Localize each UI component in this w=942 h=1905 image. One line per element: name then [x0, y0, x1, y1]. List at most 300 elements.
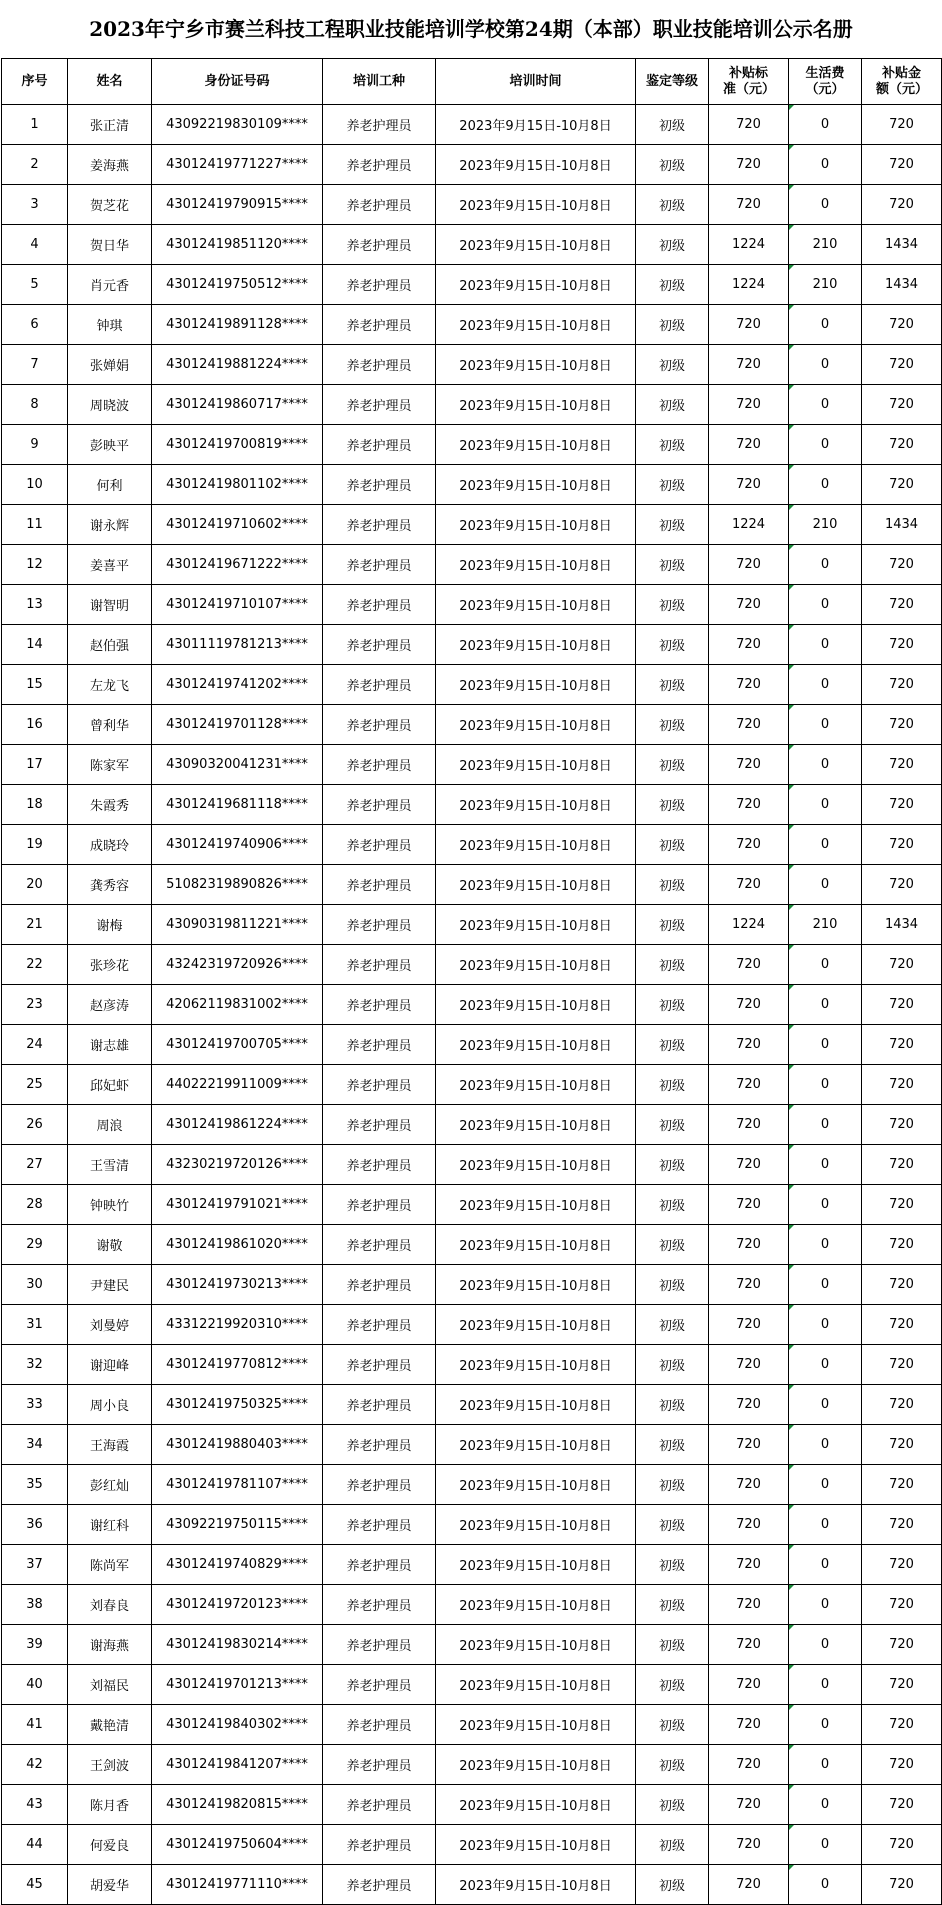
table-row [2, 1585, 942, 1625]
header-level: 鉴定等级 [636, 59, 709, 105]
cell-name: 左龙飞 [68, 665, 152, 705]
header-name: 姓名 [68, 59, 152, 105]
cell-name: 王雪清 [68, 1145, 152, 1185]
cell-trade: 养老护理员 [323, 1385, 436, 1425]
cell-id-number: 43012419741202**** [152, 665, 323, 705]
cell-living-allowance: 0 [789, 1865, 862, 1905]
cell-id-number: 43012419740829**** [152, 1545, 323, 1585]
header-seq: 序号 [2, 59, 68, 105]
cell-trade: 养老护理员 [323, 785, 436, 825]
cell-id-number: 43012419791021**** [152, 1185, 323, 1225]
cell-training-period: 2023年9月15日-10月8日 [436, 1865, 636, 1905]
cell-name: 谢梅 [68, 905, 152, 945]
cell-id-number: 43012419750604**** [152, 1825, 323, 1865]
cell-name: 张正清 [68, 105, 152, 145]
cell-living-allowance: 0 [789, 1785, 862, 1825]
cell-seq: 25 [2, 1065, 68, 1105]
table-row [2, 1345, 942, 1385]
cell-trade: 养老护理员 [323, 745, 436, 785]
cell-name: 彭红灿 [68, 1465, 152, 1505]
cell-subsidy-standard: 720 [709, 985, 789, 1025]
cell-living-allowance: 0 [789, 1705, 862, 1745]
cell-level: 初级 [636, 665, 709, 705]
cell-training-period: 2023年9月15日-10月8日 [436, 1145, 636, 1185]
cell-level: 初级 [636, 505, 709, 545]
cell-name: 何利 [68, 465, 152, 505]
cell-living-allowance: 0 [789, 745, 862, 785]
cell-subsidy-amount: 1434 [862, 225, 942, 265]
cell-name: 张珍花 [68, 945, 152, 985]
cell-id-number: 43090319811221**** [152, 905, 323, 945]
cell-seq: 22 [2, 945, 68, 985]
cell-subsidy-standard: 720 [709, 1385, 789, 1425]
cell-training-period: 2023年9月15日-10月8日 [436, 1345, 636, 1385]
cell-training-period: 2023年9月15日-10月8日 [436, 1305, 636, 1345]
cell-trade: 养老护理员 [323, 505, 436, 545]
cell-seq: 20 [2, 865, 68, 905]
cell-trade: 养老护理员 [323, 225, 436, 265]
table-row [2, 105, 942, 145]
table-row [2, 265, 942, 305]
cell-id-number: 43012419820815**** [152, 1785, 323, 1825]
cell-level: 初级 [636, 1025, 709, 1065]
cell-subsidy-amount: 720 [862, 305, 942, 345]
cell-living-allowance: 0 [789, 1105, 862, 1145]
cell-id-number: 43012419861020**** [152, 1225, 323, 1265]
cell-trade: 养老护理员 [323, 1425, 436, 1465]
cell-trade: 养老护理员 [323, 305, 436, 345]
table-row [2, 1785, 942, 1825]
cell-name: 贺芝花 [68, 185, 152, 225]
cell-living-allowance: 0 [789, 1265, 862, 1305]
cell-name: 彭映平 [68, 425, 152, 465]
cell-living-allowance: 0 [789, 105, 862, 145]
cell-living-allowance: 0 [789, 785, 862, 825]
cell-level: 初级 [636, 185, 709, 225]
cell-name: 陈月香 [68, 1785, 152, 1825]
cell-seq: 14 [2, 625, 68, 665]
cell-subsidy-standard: 720 [709, 1745, 789, 1785]
cell-id-number: 43230219720126**** [152, 1145, 323, 1185]
cell-living-allowance: 0 [789, 865, 862, 905]
cell-trade: 养老护理员 [323, 945, 436, 985]
cell-name: 周晓波 [68, 385, 152, 425]
cell-subsidy-amount: 720 [862, 1265, 942, 1305]
cell-subsidy-standard: 720 [709, 1265, 789, 1305]
cell-id-number: 43012419851120**** [152, 225, 323, 265]
cell-id-number: 43012419771227**** [152, 145, 323, 185]
cell-subsidy-amount: 720 [862, 1305, 942, 1345]
cell-seq: 12 [2, 545, 68, 585]
cell-trade: 养老护理员 [323, 185, 436, 225]
cell-seq: 31 [2, 1305, 68, 1345]
cell-id-number: 44022219911009**** [152, 1065, 323, 1105]
cell-name: 谢红科 [68, 1505, 152, 1545]
cell-trade: 养老护理员 [323, 265, 436, 305]
cell-subsidy-standard: 720 [709, 1705, 789, 1745]
cell-name: 刘春良 [68, 1585, 152, 1625]
table-row [2, 1265, 942, 1305]
cell-name: 钟琪 [68, 305, 152, 345]
cell-training-period: 2023年9月15日-10月8日 [436, 1505, 636, 1545]
cell-training-period: 2023年9月15日-10月8日 [436, 665, 636, 705]
header-living-allowance: 生活费（元） [789, 59, 862, 105]
cell-training-period: 2023年9月15日-10月8日 [436, 1065, 636, 1105]
cell-living-allowance: 0 [789, 945, 862, 985]
cell-subsidy-standard: 720 [709, 865, 789, 905]
cell-level: 初级 [636, 985, 709, 1025]
cell-name: 朱霞秀 [68, 785, 152, 825]
cell-level: 初级 [636, 1505, 709, 1545]
cell-name: 尹建民 [68, 1265, 152, 1305]
cell-id-number: 43012419700705**** [152, 1025, 323, 1065]
cell-subsidy-amount: 720 [862, 465, 942, 505]
cell-name: 肖元香 [68, 265, 152, 305]
cell-subsidy-standard: 720 [709, 185, 789, 225]
cell-id-number: 43012419740906**** [152, 825, 323, 865]
cell-trade: 养老护理员 [323, 1625, 436, 1665]
cell-living-allowance: 0 [789, 1345, 862, 1385]
cell-seq: 11 [2, 505, 68, 545]
cell-training-period: 2023年9月15日-10月8日 [436, 1825, 636, 1865]
cell-id-number: 43242319720926**** [152, 945, 323, 985]
cell-id-number: 43012419860717**** [152, 385, 323, 425]
cell-living-allowance: 0 [789, 1665, 862, 1705]
cell-level: 初级 [636, 625, 709, 665]
cell-trade: 养老护理员 [323, 385, 436, 425]
cell-level: 初级 [636, 105, 709, 145]
table-row [2, 1505, 942, 1545]
cell-trade: 养老护理员 [323, 585, 436, 625]
cell-training-period: 2023年9月15日-10月8日 [436, 625, 636, 665]
cell-level: 初级 [636, 1465, 709, 1505]
cell-name: 谢永辉 [68, 505, 152, 545]
cell-training-period: 2023年9月15日-10月8日 [436, 145, 636, 185]
cell-subsidy-standard: 720 [709, 1345, 789, 1385]
cell-name: 陈家军 [68, 745, 152, 785]
cell-training-period: 2023年9月15日-10月8日 [436, 785, 636, 825]
cell-living-allowance: 0 [789, 985, 862, 1025]
header-trade: 培训工种 [323, 59, 436, 105]
cell-subsidy-standard: 720 [709, 1625, 789, 1665]
cell-name: 龚秀容 [68, 865, 152, 905]
cell-trade: 养老护理员 [323, 985, 436, 1025]
cell-subsidy-standard: 1224 [709, 265, 789, 305]
header-row [2, 59, 942, 105]
cell-training-period: 2023年9月15日-10月8日 [436, 585, 636, 625]
cell-subsidy-amount: 720 [862, 665, 942, 705]
cell-subsidy-standard: 720 [709, 425, 789, 465]
cell-name: 曾利华 [68, 705, 152, 745]
cell-living-allowance: 0 [789, 1305, 862, 1345]
cell-seq: 42 [2, 1745, 68, 1785]
cell-subsidy-standard: 720 [709, 1665, 789, 1705]
cell-training-period: 2023年9月15日-10月8日 [436, 1265, 636, 1305]
cell-training-period: 2023年9月15日-10月8日 [436, 1745, 636, 1785]
cell-trade: 养老护理员 [323, 625, 436, 665]
cell-training-period: 2023年9月15日-10月8日 [436, 1025, 636, 1065]
cell-training-period: 2023年9月15日-10月8日 [436, 425, 636, 465]
cell-subsidy-amount: 1434 [862, 505, 942, 545]
table-row [2, 585, 942, 625]
cell-seq: 32 [2, 1345, 68, 1385]
cell-living-allowance: 0 [789, 585, 862, 625]
cell-trade: 养老护理员 [323, 1545, 436, 1585]
cell-living-allowance: 210 [789, 505, 862, 545]
table-row [2, 1425, 942, 1465]
cell-name: 赵彦涛 [68, 985, 152, 1025]
cell-living-allowance: 0 [789, 1825, 862, 1865]
table-row [2, 385, 942, 425]
cell-subsidy-amount: 720 [862, 425, 942, 465]
cell-living-allowance: 210 [789, 905, 862, 945]
cell-seq: 43 [2, 1785, 68, 1825]
cell-id-number: 43012419840302**** [152, 1705, 323, 1745]
cell-living-allowance: 0 [789, 1425, 862, 1465]
cell-id-number: 43012419861224**** [152, 1105, 323, 1145]
cell-name: 姜喜平 [68, 545, 152, 585]
table-row [2, 1105, 942, 1145]
table-row [2, 1225, 942, 1265]
cell-subsidy-amount: 720 [862, 825, 942, 865]
cell-living-allowance: 0 [789, 425, 862, 465]
cell-training-period: 2023年9月15日-10月8日 [436, 705, 636, 745]
cell-subsidy-standard: 720 [709, 465, 789, 505]
cell-living-allowance: 0 [789, 1745, 862, 1785]
cell-seq: 6 [2, 305, 68, 345]
header-subsidy-standard: 补贴标准（元） [709, 59, 789, 105]
cell-subsidy-amount: 720 [862, 625, 942, 665]
cell-trade: 养老护理员 [323, 1345, 436, 1385]
cell-subsidy-standard: 720 [709, 145, 789, 185]
cell-subsidy-standard: 720 [709, 1825, 789, 1865]
table-row [2, 905, 942, 945]
cell-level: 初级 [636, 1065, 709, 1105]
table-row [2, 185, 942, 225]
cell-seq: 17 [2, 745, 68, 785]
table-row [2, 1185, 942, 1225]
cell-seq: 44 [2, 1825, 68, 1865]
cell-id-number: 43011119781213**** [152, 625, 323, 665]
cell-name: 贺日华 [68, 225, 152, 265]
cell-seq: 28 [2, 1185, 68, 1225]
cell-name: 周小良 [68, 1385, 152, 1425]
cell-id-number: 43012419681118**** [152, 785, 323, 825]
cell-seq: 10 [2, 465, 68, 505]
cell-subsidy-amount: 720 [862, 1385, 942, 1425]
cell-subsidy-amount: 720 [862, 1825, 942, 1865]
cell-seq: 26 [2, 1105, 68, 1145]
cell-training-period: 2023年9月15日-10月8日 [436, 1425, 636, 1465]
cell-id-number: 43012419891128**** [152, 305, 323, 345]
cell-trade: 养老护理员 [323, 545, 436, 585]
cell-id-number: 43012419671222**** [152, 545, 323, 585]
cell-trade: 养老护理员 [323, 1825, 436, 1865]
cell-subsidy-standard: 720 [709, 1585, 789, 1625]
cell-subsidy-amount: 720 [862, 745, 942, 785]
cell-living-allowance: 0 [789, 145, 862, 185]
cell-seq: 39 [2, 1625, 68, 1665]
cell-subsidy-standard: 720 [709, 305, 789, 345]
cell-seq: 7 [2, 345, 68, 385]
cell-subsidy-amount: 720 [862, 105, 942, 145]
cell-id-number: 43092219750115**** [152, 1505, 323, 1545]
cell-subsidy-standard: 720 [709, 1185, 789, 1225]
table-row [2, 625, 942, 665]
cell-level: 初级 [636, 1145, 709, 1185]
cell-living-allowance: 0 [789, 1625, 862, 1665]
roster-body [2, 105, 942, 1905]
cell-training-period: 2023年9月15日-10月8日 [436, 865, 636, 905]
cell-trade: 养老护理员 [323, 665, 436, 705]
cell-id-number: 43012419701128**** [152, 705, 323, 745]
cell-seq: 9 [2, 425, 68, 465]
cell-trade: 养老护理员 [323, 865, 436, 905]
cell-seq: 37 [2, 1545, 68, 1585]
cell-name: 谢智明 [68, 585, 152, 625]
cell-living-allowance: 0 [789, 305, 862, 345]
cell-trade: 养老护理员 [323, 1305, 436, 1345]
cell-id-number: 43012419750512**** [152, 265, 323, 305]
cell-subsidy-amount: 1434 [862, 905, 942, 945]
cell-level: 初级 [636, 1665, 709, 1705]
cell-subsidy-standard: 720 [709, 825, 789, 865]
cell-subsidy-standard: 720 [709, 625, 789, 665]
cell-level: 初级 [636, 305, 709, 345]
cell-subsidy-amount: 720 [862, 585, 942, 625]
table-row [2, 425, 942, 465]
cell-name: 刘福民 [68, 1665, 152, 1705]
cell-subsidy-standard: 720 [709, 545, 789, 585]
cell-id-number: 43012419720123**** [152, 1585, 323, 1625]
cell-id-number: 42062119831002**** [152, 985, 323, 1025]
cell-living-allowance: 0 [789, 185, 862, 225]
cell-living-allowance: 0 [789, 1545, 862, 1585]
table-row [2, 305, 942, 345]
cell-level: 初级 [636, 1345, 709, 1385]
cell-subsidy-standard: 720 [709, 585, 789, 625]
cell-training-period: 2023年9月15日-10月8日 [436, 385, 636, 425]
table-row [2, 825, 942, 865]
table-row [2, 705, 942, 745]
cell-living-allowance: 0 [789, 345, 862, 385]
cell-trade: 养老护理员 [323, 1265, 436, 1305]
table-row [2, 505, 942, 545]
cell-level: 初级 [636, 1585, 709, 1625]
cell-training-period: 2023年9月15日-10月8日 [436, 345, 636, 385]
cell-trade: 养老护理员 [323, 905, 436, 945]
cell-subsidy-standard: 720 [709, 1505, 789, 1545]
cell-training-period: 2023年9月15日-10月8日 [436, 1185, 636, 1225]
cell-trade: 养老护理员 [323, 1185, 436, 1225]
cell-subsidy-standard: 720 [709, 1105, 789, 1145]
cell-seq: 18 [2, 785, 68, 825]
table-row [2, 945, 942, 985]
cell-trade: 养老护理员 [323, 1785, 436, 1825]
table-row [2, 1065, 942, 1105]
cell-seq: 3 [2, 185, 68, 225]
cell-trade: 养老护理员 [323, 465, 436, 505]
cell-subsidy-amount: 720 [862, 1225, 942, 1265]
header-training-period: 培训时间 [436, 59, 636, 105]
cell-training-period: 2023年9月15日-10月8日 [436, 225, 636, 265]
cell-subsidy-amount: 720 [862, 185, 942, 225]
cell-living-allowance: 210 [789, 225, 862, 265]
cell-subsidy-amount: 720 [862, 1105, 942, 1145]
cell-trade: 养老护理员 [323, 705, 436, 745]
cell-name: 谢海燕 [68, 1625, 152, 1665]
table-row [2, 1745, 942, 1785]
cell-name: 王剑波 [68, 1745, 152, 1785]
table-row [2, 1025, 942, 1065]
cell-id-number: 43012419700819**** [152, 425, 323, 465]
cell-id-number: 43012419881224**** [152, 345, 323, 385]
cell-subsidy-amount: 720 [862, 1665, 942, 1705]
cell-level: 初级 [636, 1185, 709, 1225]
header-subsidy-amount: 补贴金额（元） [862, 59, 942, 105]
cell-level: 初级 [636, 585, 709, 625]
cell-name: 谢志雄 [68, 1025, 152, 1065]
table-row [2, 665, 942, 705]
cell-training-period: 2023年9月15日-10月8日 [436, 1785, 636, 1825]
cell-seq: 24 [2, 1025, 68, 1065]
cell-living-allowance: 0 [789, 1065, 862, 1105]
cell-level: 初级 [636, 945, 709, 985]
cell-trade: 养老护理员 [323, 1865, 436, 1905]
cell-subsidy-amount: 720 [862, 1545, 942, 1585]
cell-level: 初级 [636, 1625, 709, 1665]
cell-level: 初级 [636, 545, 709, 585]
cell-trade: 养老护理员 [323, 345, 436, 385]
cell-seq: 21 [2, 905, 68, 945]
cell-living-allowance: 0 [789, 1185, 862, 1225]
cell-living-allowance: 0 [789, 825, 862, 865]
cell-id-number: 43090320041231**** [152, 745, 323, 785]
cell-subsidy-standard: 720 [709, 1025, 789, 1065]
table-row [2, 465, 942, 505]
cell-subsidy-amount: 720 [862, 1065, 942, 1105]
table-row [2, 145, 942, 185]
cell-name: 胡爱华 [68, 1865, 152, 1905]
cell-training-period: 2023年9月15日-10月8日 [436, 1585, 636, 1625]
table-row [2, 785, 942, 825]
cell-seq: 41 [2, 1705, 68, 1745]
cell-training-period: 2023年9月15日-10月8日 [436, 1705, 636, 1745]
cell-name: 钟映竹 [68, 1185, 152, 1225]
cell-subsidy-amount: 720 [862, 385, 942, 425]
cell-level: 初级 [636, 705, 709, 745]
cell-living-allowance: 0 [789, 705, 862, 745]
cell-id-number: 43012419710602**** [152, 505, 323, 545]
table-row [2, 985, 942, 1025]
cell-trade: 养老护理员 [323, 1505, 436, 1545]
table-row [2, 1385, 942, 1425]
cell-trade: 养老护理员 [323, 1585, 436, 1625]
cell-name: 刘曼婷 [68, 1305, 152, 1345]
cell-id-number: 43012419710107**** [152, 585, 323, 625]
cell-subsidy-standard: 1224 [709, 505, 789, 545]
cell-training-period: 2023年9月15日-10月8日 [436, 1545, 636, 1585]
cell-trade: 养老护理员 [323, 1745, 436, 1785]
table-row [2, 1825, 942, 1865]
cell-trade: 养老护理员 [323, 1025, 436, 1065]
cell-training-period: 2023年9月15日-10月8日 [436, 1385, 636, 1425]
cell-training-period: 2023年9月15日-10月8日 [436, 185, 636, 225]
cell-trade: 养老护理员 [323, 425, 436, 465]
cell-level: 初级 [636, 425, 709, 465]
cell-subsidy-standard: 720 [709, 785, 789, 825]
cell-subsidy-amount: 720 [862, 1505, 942, 1545]
